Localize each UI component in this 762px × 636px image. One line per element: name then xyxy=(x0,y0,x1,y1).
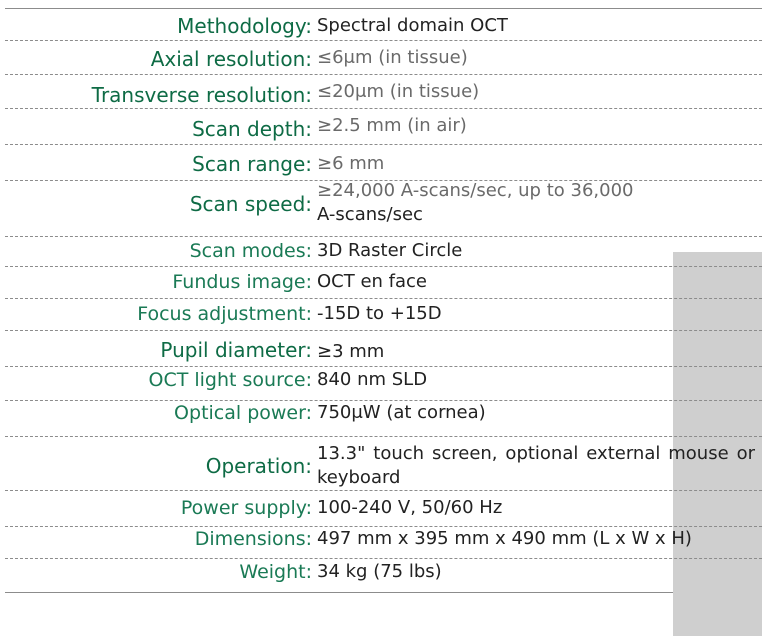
spec-value: 3D Raster Circle xyxy=(317,240,463,261)
spec-row-power-supply xyxy=(5,490,762,527)
spec-label: Focus adjustment: xyxy=(137,303,312,325)
spec-row-fundus-image xyxy=(5,266,762,299)
spec-row-dimensions xyxy=(5,526,762,559)
spec-label: Scan modes: xyxy=(189,240,312,262)
spec-value: 750μW (at cornea) xyxy=(317,402,486,423)
spec-label: Axial resolution: xyxy=(150,47,312,71)
spec-value: 34 kg (75 lbs) xyxy=(317,561,442,582)
spec-value: OCT en face xyxy=(317,271,427,292)
spec-value xyxy=(317,179,759,227)
spec-row-oct-light-source xyxy=(5,366,762,401)
spec-value: ≥2.5 mm (in air) xyxy=(317,115,467,136)
spec-value: ≥3 mm xyxy=(317,341,385,362)
table-bottom-rule xyxy=(5,592,673,593)
spec-value: 100-240 V, 50/60 Hz xyxy=(317,497,503,518)
spec-label: Dimensions: xyxy=(194,528,312,550)
spec-value: -15D to +15D xyxy=(317,303,442,324)
spec-value: ≤20μm (in tissue) xyxy=(317,81,480,102)
spec-label: Scan range: xyxy=(192,152,312,176)
spec-row-optical-power xyxy=(5,400,762,437)
spec-label: Scan depth: xyxy=(192,117,312,141)
spec-value-line-2: A-scans/sec xyxy=(317,204,423,225)
spec-label: Power supply: xyxy=(180,497,312,519)
spec-value: 840 nm SLD xyxy=(317,369,428,390)
spec-label: OCT light source: xyxy=(148,369,312,391)
spec-row-transverse-resolution xyxy=(5,74,762,109)
spec-label: Pupil diameter: xyxy=(160,338,312,362)
spec-label: Fundus image: xyxy=(172,271,312,293)
spec-value: Spectral domain OCT xyxy=(317,15,508,36)
spec-value: ≥6 mm xyxy=(317,153,385,174)
spec-row-pupil-diameter xyxy=(5,330,762,367)
spec-row-axial-resolution xyxy=(5,40,762,75)
spec-row-focus-adjustment xyxy=(5,298,762,331)
spec-label: Weight: xyxy=(239,561,312,583)
spec-value: ≤6μm (in tissue) xyxy=(317,47,468,68)
spec-label: Transverse resolution: xyxy=(91,83,312,107)
spec-label: Optical power: xyxy=(174,402,312,424)
spec-row-methodology xyxy=(5,8,762,41)
spec-row-weight xyxy=(5,558,762,593)
spec-value: 497 mm x 395 mm x 490 mm (L x W x H) xyxy=(317,528,692,549)
spec-value-line-1: ≥24,000 A-scans/sec, up to 36,000 xyxy=(317,180,634,201)
spec-label: Scan speed: xyxy=(189,192,312,216)
spec-label: Methodology: xyxy=(177,14,312,38)
spec-label: Operation: xyxy=(205,454,312,478)
spec-value: 13.3" touch screen, optional external mouse or keyboard xyxy=(317,443,755,488)
spec-row-scan-depth xyxy=(5,108,762,145)
spec-row-scan-speed xyxy=(5,180,762,237)
spec-row-scan-range xyxy=(5,144,762,181)
spec-row-operation xyxy=(5,436,762,491)
spec-row-scan-modes xyxy=(5,236,762,267)
